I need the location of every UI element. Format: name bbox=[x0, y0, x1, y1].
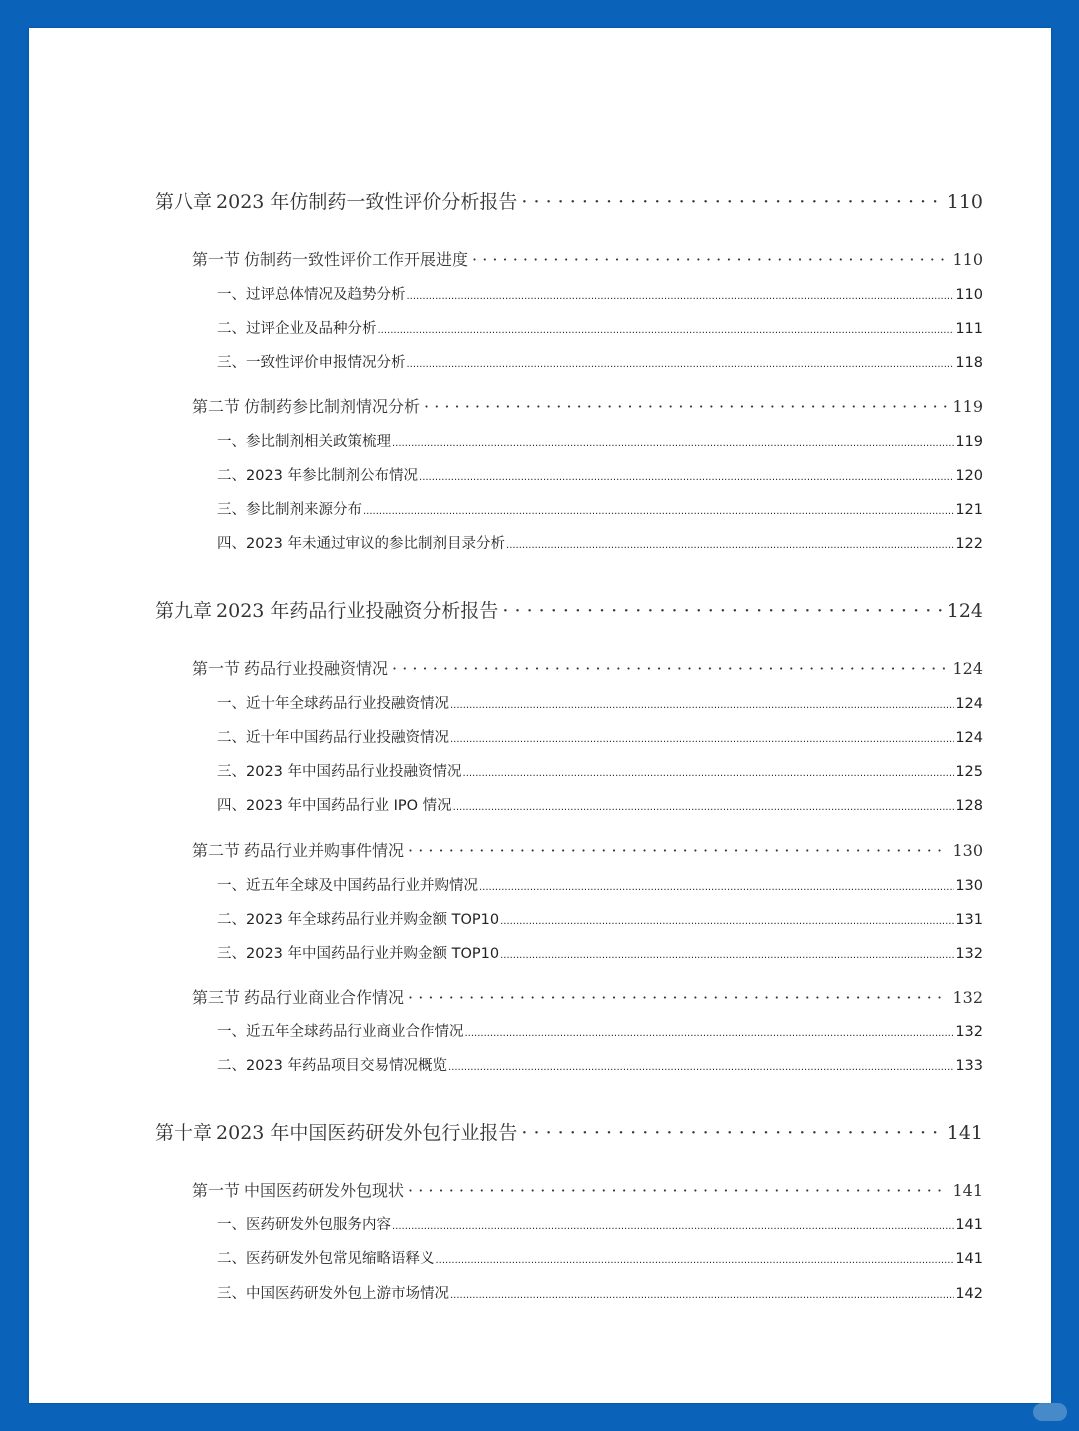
item-title: 医药研发外包常见缩略语释义 bbox=[246, 1251, 435, 1267]
page-number: 110 bbox=[946, 191, 983, 213]
item-title: 2023 年中国药品行业投融资情况 bbox=[246, 764, 462, 780]
item-label: 三、 bbox=[217, 764, 246, 780]
page-number: 132 bbox=[952, 988, 983, 1007]
section-label: 第二节 bbox=[192, 841, 241, 860]
item-label: 四、 bbox=[217, 798, 246, 814]
page-number: 119 bbox=[955, 434, 983, 450]
section-label: 第一节 bbox=[192, 1181, 241, 1200]
item-title: 过评总体情况及趋势分析 bbox=[246, 287, 406, 303]
page-number: 124 bbox=[955, 730, 983, 746]
item-title: 近十年全球药品行业投融资情况 bbox=[246, 696, 449, 712]
dot-leader bbox=[450, 1286, 954, 1302]
section-label: 第一节 bbox=[192, 659, 241, 678]
item-label: 一、 bbox=[217, 434, 246, 450]
toc-section[interactable] bbox=[192, 985, 983, 1008]
item-title: 2023 年参比制剂公布情况 bbox=[246, 468, 419, 484]
chapter-label: 第十章 bbox=[155, 1122, 213, 1144]
dot-leader bbox=[407, 287, 955, 303]
item-title: 近五年全球及中国药品行业并购情况 bbox=[246, 878, 478, 894]
item-label: 一、 bbox=[217, 1024, 246, 1040]
toc-item[interactable] bbox=[217, 908, 983, 929]
item-label: 二、 bbox=[217, 730, 246, 746]
toc-item[interactable] bbox=[217, 1020, 983, 1041]
toc-item[interactable] bbox=[217, 351, 983, 372]
item-title: 2023 年未通过审议的参比制剂目录分析 bbox=[246, 536, 506, 552]
page-number: 110 bbox=[955, 287, 983, 303]
section-title: 仿制药一致性评价工作开展进度 bbox=[244, 250, 469, 269]
dot-leader bbox=[407, 355, 955, 371]
page-number: 130 bbox=[952, 841, 983, 860]
section-label: 第三节 bbox=[192, 988, 241, 1007]
toc-chapter-8[interactable] bbox=[155, 187, 983, 214]
page-number: 124 bbox=[952, 659, 983, 678]
dot-leader bbox=[472, 250, 948, 269]
item-title: 参比制剂来源分布 bbox=[246, 502, 362, 518]
toc-item[interactable] bbox=[217, 498, 983, 519]
chapter-label: 第八章 bbox=[155, 191, 213, 213]
item-title: 近五年全球药品行业商业合作情况 bbox=[246, 1024, 464, 1040]
toc-chapter-9[interactable] bbox=[155, 596, 983, 623]
page-number: 132 bbox=[955, 1024, 983, 1040]
toc-item[interactable] bbox=[217, 1054, 983, 1075]
dot-leader bbox=[502, 600, 942, 622]
toc-item[interactable] bbox=[217, 794, 983, 815]
dot-leader bbox=[424, 397, 948, 416]
item-label: 三、 bbox=[217, 1286, 246, 1302]
page-number: 121 bbox=[955, 502, 983, 518]
page-number: 133 bbox=[955, 1058, 983, 1074]
dot-leader bbox=[408, 988, 948, 1007]
toc-item[interactable] bbox=[217, 1282, 983, 1303]
dot-leader bbox=[463, 764, 955, 780]
section-label: 第二节 bbox=[192, 397, 241, 416]
item-label: 一、 bbox=[217, 1217, 246, 1233]
dot-leader bbox=[363, 502, 954, 518]
chapter-title: 2023 年药品行业投融资分析报告 bbox=[216, 600, 499, 622]
page-number: 131 bbox=[955, 912, 983, 928]
page-number: 141 bbox=[946, 1122, 983, 1144]
toc-item[interactable] bbox=[217, 726, 983, 747]
item-title: 近十年中国药品行业投融资情况 bbox=[246, 730, 449, 746]
item-title: 一致性评价申报情况分析 bbox=[246, 355, 406, 371]
item-label: 二、 bbox=[217, 321, 246, 337]
page-number: 125 bbox=[955, 764, 983, 780]
toc-item[interactable] bbox=[217, 283, 983, 304]
page-number: 142 bbox=[955, 1286, 983, 1302]
item-label: 一、 bbox=[217, 878, 246, 894]
page-number: 132 bbox=[955, 946, 983, 962]
page-number: 141 bbox=[952, 1181, 983, 1200]
page-number: 124 bbox=[955, 696, 983, 712]
page-number: 130 bbox=[955, 878, 983, 894]
page-number: 141 bbox=[955, 1251, 983, 1267]
item-title: 2023 年药品项目交易情况概览 bbox=[246, 1058, 448, 1074]
dot-leader bbox=[408, 1181, 948, 1200]
page-number: 128 bbox=[955, 798, 983, 814]
toc-item[interactable] bbox=[217, 317, 983, 338]
item-title: 过评企业及品种分析 bbox=[246, 321, 377, 337]
page-number: 124 bbox=[946, 600, 983, 622]
dot-leader bbox=[392, 659, 948, 678]
toc-item[interactable] bbox=[217, 942, 983, 963]
dot-leader bbox=[378, 321, 955, 337]
item-title: 参比制剂相关政策梳理 bbox=[246, 434, 391, 450]
section-title: 仿制药参比制剂情况分析 bbox=[244, 397, 421, 416]
dot-leader bbox=[506, 536, 954, 552]
toc-section[interactable] bbox=[192, 838, 983, 861]
item-label: 二、 bbox=[217, 912, 246, 928]
section-label: 第一节 bbox=[192, 250, 241, 269]
dot-leader bbox=[500, 946, 954, 962]
item-label: 一、 bbox=[217, 696, 246, 712]
dot-leader bbox=[450, 696, 954, 712]
toc-item[interactable] bbox=[217, 1247, 983, 1268]
toc-item[interactable] bbox=[217, 874, 983, 895]
chapter-label: 第九章 bbox=[155, 600, 213, 622]
dot-leader bbox=[465, 1024, 955, 1040]
dot-leader bbox=[521, 1122, 942, 1144]
toc-item[interactable] bbox=[217, 532, 983, 553]
dot-leader bbox=[448, 1058, 954, 1074]
dot-leader bbox=[392, 434, 954, 450]
section-title: 中国医药研发外包现状 bbox=[244, 1181, 405, 1200]
toc-item[interactable] bbox=[217, 464, 983, 485]
page-number: 141 bbox=[955, 1217, 983, 1233]
item-label: 三、 bbox=[217, 502, 246, 518]
item-label: 二、 bbox=[217, 1058, 246, 1074]
item-label: 四、 bbox=[217, 536, 246, 552]
watermark-badge bbox=[1033, 1403, 1067, 1421]
dot-leader bbox=[450, 730, 954, 746]
page-number: 120 bbox=[955, 468, 983, 484]
dot-leader bbox=[419, 468, 954, 484]
section-title: 药品行业并购事件情况 bbox=[244, 841, 405, 860]
section-title: 药品行业商业合作情况 bbox=[244, 988, 405, 1007]
dot-leader bbox=[521, 191, 942, 213]
item-label: 三、 bbox=[217, 355, 246, 371]
toc-chapter-10[interactable] bbox=[155, 1118, 983, 1145]
toc-section[interactable] bbox=[192, 247, 983, 270]
dot-leader bbox=[436, 1251, 955, 1267]
chapter-title: 2023 年中国医药研发外包行业报告 bbox=[216, 1122, 518, 1144]
dot-leader bbox=[453, 798, 955, 814]
item-label: 二、 bbox=[217, 468, 246, 484]
toc-section[interactable] bbox=[192, 394, 983, 417]
toc-section[interactable] bbox=[192, 656, 983, 679]
page-number: 111 bbox=[955, 321, 983, 337]
section-title: 药品行业投融资情况 bbox=[244, 659, 389, 678]
toc-item[interactable] bbox=[217, 692, 983, 713]
chapter-title: 2023 年仿制药一致性评价分析报告 bbox=[216, 191, 518, 213]
item-label: 二、 bbox=[217, 1251, 246, 1267]
dot-leader bbox=[500, 912, 954, 928]
item-title: 2023 年中国药品行业并购金额 TOP10 bbox=[246, 946, 500, 962]
item-title: 2023 年中国药品行业 IPO 情况 bbox=[246, 798, 452, 814]
dot-leader bbox=[479, 878, 954, 894]
page-number: 110 bbox=[952, 250, 983, 269]
item-label: 一、 bbox=[217, 287, 246, 303]
toc-section[interactable] bbox=[192, 1178, 983, 1201]
page-number: 119 bbox=[952, 397, 983, 416]
page-number: 118 bbox=[955, 355, 983, 371]
dot-leader bbox=[408, 841, 948, 860]
item-label: 三、 bbox=[217, 946, 246, 962]
toc-item[interactable] bbox=[217, 1213, 983, 1234]
toc-item[interactable] bbox=[217, 760, 983, 781]
toc-item[interactable] bbox=[217, 430, 983, 451]
item-title: 中国医药研发外包上游市场情况 bbox=[246, 1286, 449, 1302]
document-page bbox=[29, 28, 1051, 1403]
page-number: 122 bbox=[955, 536, 983, 552]
item-title: 2023 年全球药品行业并购金额 TOP10 bbox=[246, 912, 500, 928]
item-title: 医药研发外包服务内容 bbox=[246, 1217, 391, 1233]
dot-leader bbox=[392, 1217, 954, 1233]
